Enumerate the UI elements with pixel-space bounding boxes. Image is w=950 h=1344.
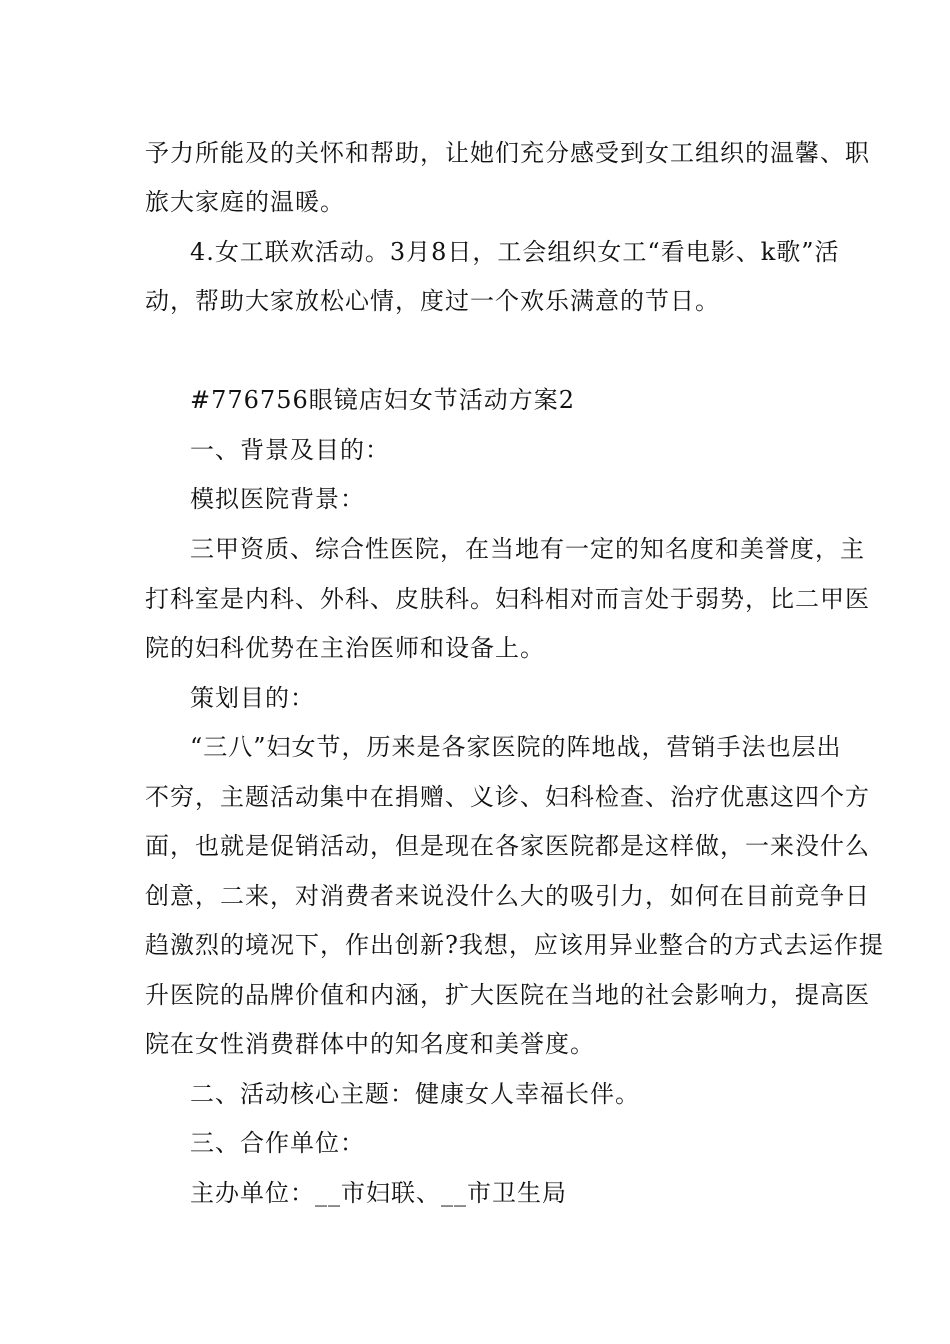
paragraph-line: 予力所能及的关怀和帮助，让她们充分感受到女工组织的温馨、职: [145, 139, 870, 167]
paragraph-line: 面，也就是促销活动，但是现在各家医院都是这样做，一来没什么: [145, 832, 870, 860]
paragraph-line: “三八”妇女节，历来是各家医院的阵地战，营销手法也层出: [190, 733, 842, 761]
paragraph-line: 升医院的品牌价值和内涵，扩大医院在当地的社会影响力，提高医: [145, 981, 870, 1009]
paragraph-line: 4.女工联欢活动。3月8日，工会组织女工“看电影、k歌”活: [190, 238, 840, 266]
paragraph-line: 三甲资质、综合性医院，在当地有一定的知名度和美誉度，主: [190, 535, 865, 563]
paragraph-line: 创意，二来，对消费者来说没什么大的吸引力，如何在目前竞争日: [145, 882, 870, 910]
paragraph-line: 打科室是内科、外科、皮肤科。妇科相对而言处于弱势，比二甲医: [145, 585, 870, 613]
subheading: 策划目的：: [190, 684, 315, 712]
section-heading: 三、合作单位：: [190, 1129, 365, 1157]
paragraph-line: 院的妇科优势在主治医师和设备上。: [145, 634, 545, 662]
paragraph-line: 趋激烈的境况下，作出创新?我想，应该用异业整合的方式去运作提: [145, 931, 884, 959]
paragraph-line: 旅大家庭的温暖。: [145, 188, 345, 216]
subheading: 模拟医院背景：: [190, 485, 365, 513]
section-heading: 一、背景及目的：: [190, 436, 390, 464]
section-heading: #776756眼镜店妇女节活动方案2: [190, 386, 575, 414]
paragraph-line: 动，帮助大家放松心情，度过一个欢乐满意的节日。: [145, 287, 720, 315]
section-heading: 二、活动核心主题：健康女人幸福长伴。: [190, 1080, 640, 1108]
paragraph-line: 院在女性消费群体中的知名度和美誉度。: [145, 1030, 595, 1058]
paragraph-line: 主办单位：__市妇联、__市卫生局: [190, 1179, 567, 1207]
paragraph-line: 不穷，主题活动集中在捐赠、义诊、妇科检查、治疗优惠这四个方: [145, 783, 870, 811]
